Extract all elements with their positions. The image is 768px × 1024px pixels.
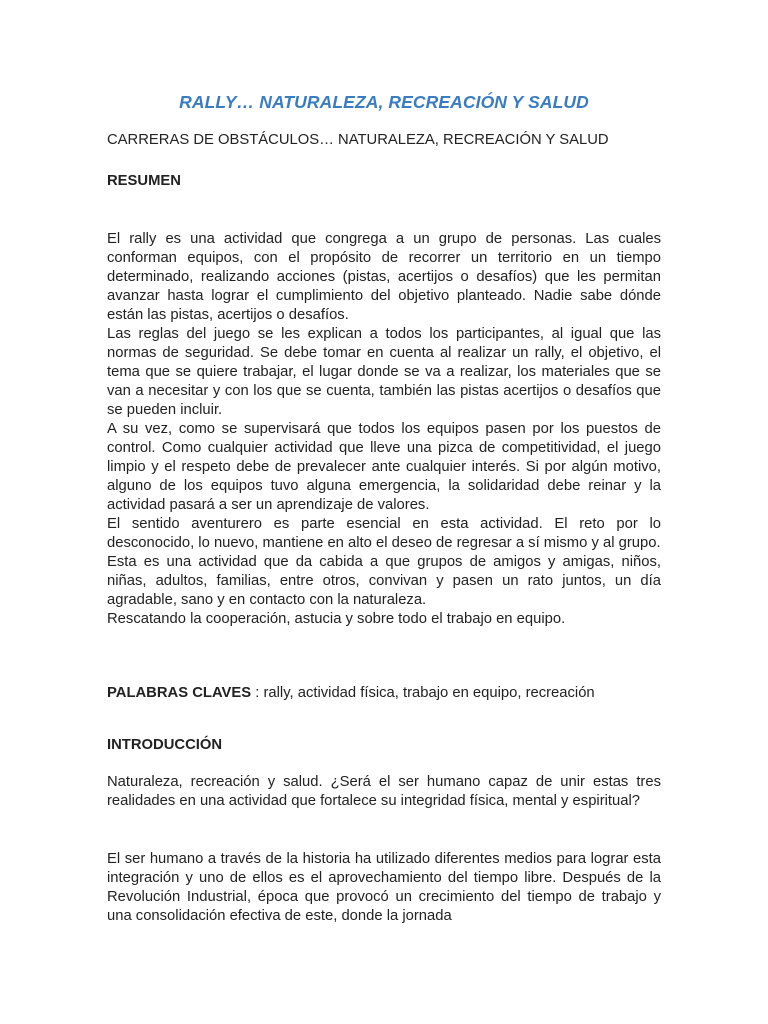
intro-heading: INTRODUCCIÓN [107,737,223,753]
resumen-body [107,230,661,629]
resumen-paragraph: A su vez, como se supervisará que todos los equipos pasen por los puestos de control. Como cualquier actividad que lleve una pizca de competitividad, el juego limpio y el respeto debe de prevalecer ante cualquier interés. Si por algún motivo, alguno de los equipos tuvo alguna emergencia, la solidaridad debe reinar y la actividad pasará a ser un aprendizaje de valores. [107,421,661,513]
document-title: RALLY… NATURALEZA, RECREACIÓN Y SALUD [179,92,589,112]
resumen-paragraph: Esta es una actividad que da cabida a que grupos de amigos y amigas, niños, niñas, adultos, familias, entre otros, convivan y pasen un rato juntos, un día agradable, sano y en contacto con la naturaleza. [107,554,661,608]
resumen-paragraph: Rescatando la cooperación, astucia y sobre todo el trabajo en equipo. [107,611,566,627]
resumen-paragraph: El sentido aventurero es parte esencial en esta actividad. El reto por lo desconocido, lo nuevo, mantiene en alto el deseo de regresar a sí mismo y al grupo. [107,516,661,551]
keywords-label: PALABRAS CLAVES [107,685,252,701]
intro-paragraph-2: El ser humano a través de la historia ha utilizado diferentes medios para lograr esta integración y uno de ellos es el aprovechamiento del tiempo libre. Después de la Revolución Industrial, época que provocó un crecimiento del tiempo de trabajo y una consolidación efectiva de este, donde la jornada [107,851,661,924]
keywords-text: : rally, actividad física, trabajo en equipo, recreación [251,685,595,701]
intro-paragraph-1: Naturaleza, recreación y salud. ¿Será el ser humano capaz de unir estas tres realidades en una actividad que fortalece su integridad física, mental y espiritual? [107,774,661,809]
resumen-paragraph: El rally es una actividad que congrega a un grupo de personas. Las cuales conforman equipos, con el propósito de recorrer un territorio en un tiempo determinado, realizando acciones (pistas, acertijos o desafíos) que les permitan avanzar hasta lograr el cumplimiento del objetivo planteado. Nadie sabe dónde están las pistas, acertijos o desafíos. [107,231,661,323]
resumen-heading: RESUMEN [107,173,181,189]
document-subtitle: CARRERAS DE OBSTÁCULOS… NATURALEZA, RECREACIÓN Y SALUD [107,132,609,148]
resumen-paragraph: Las reglas del juego se les explican a todos los participantes, al igual que las normas de seguridad. Se debe tomar en cuenta al realizar un rally, el objetivo, el tema que se quiere trabajar, el lugar donde se va a realizar, los materiales que se van a necesitar y con los que se cuenta, también las pistas acertijos o desafíos que se pueden incluir. [107,326,661,418]
keywords-line [107,685,595,701]
